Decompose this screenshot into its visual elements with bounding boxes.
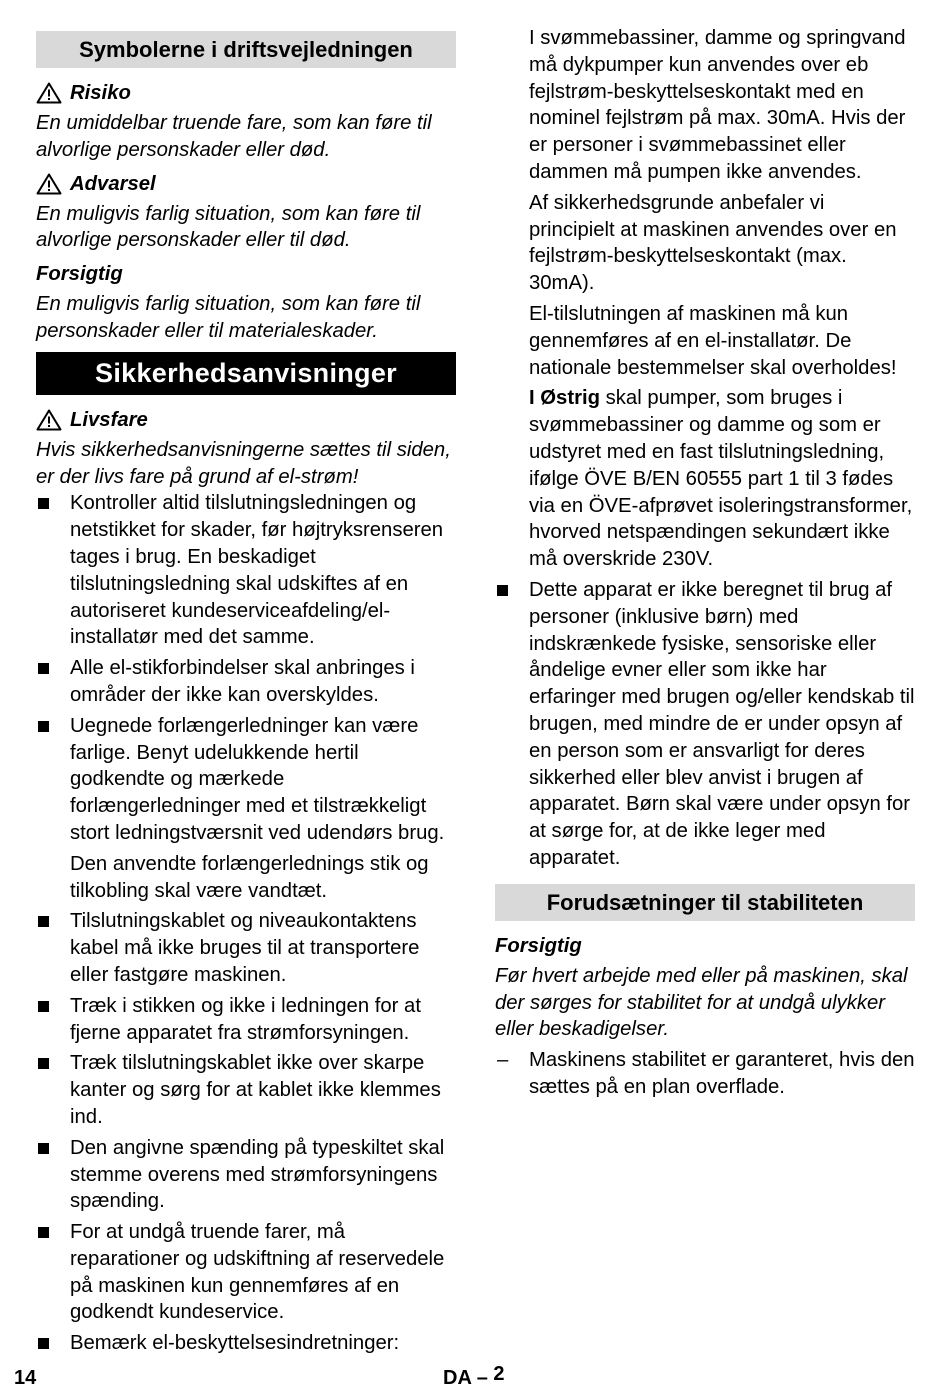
safety-reason-paragraph: Af sikkerhedsgrunde anbefaler vi principielt at maskinen anvendes over en fejlstrøm-beskyttelseskontakt (max. 30mA).	[529, 191, 897, 295]
stability-forsigtig-title: Forsigtig	[495, 934, 582, 957]
list-item: Den angivne spænding på typeskiltet skal stemme overens med strømforsyningens spænding.	[36, 1135, 456, 1215]
pool-paragraph: I svømmebassiner, damme og springvand må dykpumper kun anvendes over eb fejlstrøm-beskyttelseskontakt med en nominel fejlstrøm på max. 30mA. Hvis der er personer i svømmebassinet eller dammen må pumpen ikke anvendes.	[529, 27, 906, 183]
installer-paragraph: El-tilslutningen af maskinen må kun gennemføres af en el-installatør. De nationale bestemmelser skal overholdes!	[529, 302, 897, 379]
dash-bullet: –	[497, 1049, 509, 1072]
square-bullet-icon	[38, 1143, 49, 1154]
risiko-text: En umiddelbar truende fare, som kan føre til alvorlige personskader eller død.	[36, 112, 432, 161]
livsfare-title	[36, 407, 456, 433]
square-bullet-icon	[38, 1001, 49, 1012]
square-bullet-icon	[38, 1227, 49, 1238]
list-item: Bemærk el-beskyttelsesindretninger:	[36, 1330, 456, 1357]
list-item: Kontroller altid tilslutningsledningen og netstikket for skader, før højtryksrenseren tages i brug. En beskadiget tilslutningsledning skal udskiftes af en autoriseret kundeserviceafdeling/el-installatør med det samme.	[36, 490, 456, 651]
advarsel-title	[36, 171, 456, 197]
stability-forsigtig-text: Før hvert arbejde med eller på maskinen, skal der sørges for stabilitet for at undgå ulykker eller beskadigelser.	[495, 964, 908, 1041]
warning-triangle-icon	[36, 409, 62, 431]
safety-heading: Sikkerhedsanvisninger	[36, 352, 456, 395]
language-code-sup: 2	[493, 1363, 505, 1385]
warning-triangle-icon	[36, 82, 62, 104]
livsfare-text: Hvis sikkerhedsanvisningerne sættes til siden, er der livs fare på grund af el-strøm!	[36, 438, 451, 488]
list-item: Træk i stikken og ikke i ledningen for at fjerne apparatet fra strømforsyningen.	[36, 993, 456, 1047]
austria-paragraph	[495, 385, 915, 573]
symbols-heading: Symbolerne i driftsvejledningen	[36, 31, 456, 68]
forsigtig-title: Forsigtig	[36, 263, 123, 286]
risiko-title	[36, 80, 456, 106]
language-code-text: DA –	[443, 1367, 488, 1389]
austria-label: I Østrig	[529, 387, 600, 410]
list-item: Uegnede forlængerledninger kan være farlige. Benyt udelukkende hertil godkendte og mærkede forlængerledninger med et tilstrækkeligt stort ledningstværsnit ved udendørs brug.	[36, 713, 456, 847]
square-bullet-icon	[38, 663, 49, 674]
advarsel-text: En muligvis farlig situation, som kan føre til alvorlige personskader eller til død.	[36, 202, 421, 252]
page-number: 14	[14, 1367, 37, 1389]
square-bullet-icon	[38, 721, 49, 732]
list-item-continuation: Den anvendte forlængerlednings stik og tilkobling skal være vandtæt.	[70, 852, 429, 902]
right-column	[495, 25, 915, 1101]
square-bullet-icon	[38, 1058, 49, 1069]
warning-triangle-icon	[36, 173, 62, 195]
list-item: Tilslutningskablet og niveaukontaktens kabel må ikke bruges til at transportere eller fastgøre maskinen.	[36, 908, 456, 988]
stability-heading: Forudsætninger til stabiliteten	[495, 884, 915, 921]
list-item: For at undgå truende farer, må reparationer og udskiftning af reservedele på maskinen kun gennemføres af en godkendt kundeservice.	[36, 1219, 456, 1326]
risiko-title-text: Risiko	[70, 82, 131, 104]
square-bullet-icon	[38, 498, 49, 509]
livsfare-title-text: Livsfare	[70, 408, 148, 431]
dash-list-item: – Maskinens stabilitet er garanteret, hvis den sættes på en plan overflade.	[497, 1049, 915, 1098]
advarsel-title-text: Advarsel	[70, 172, 156, 195]
left-column	[36, 31, 456, 1357]
list-item: Træk tilslutningskablet ikke over skarpe kanter og sørg for at kablet ikke klemmes ind.	[36, 1050, 456, 1130]
forsigtig-text: En muligvis farlig situation, som kan føre til personskader eller til materialeskader.	[36, 293, 421, 342]
list-item: Dette apparat er ikke beregnet til brug af personer (inklusive børn) med indskrænkede fysiske, sensoriske eller åndelige evner eller som ikke har erfaringer med brugen og/eller kendskab til brugen, med mindre de er under opsyn af en person som er ansvarligt for deres sikkerhed eller blev anvist i brugen af apparatet. Børn skal være under opsyn for at sørge for, at de ikke leger med apparatet.	[495, 577, 915, 872]
square-bullet-icon	[38, 916, 49, 927]
square-bullet-icon	[38, 1338, 49, 1349]
austria-text: skal pumper, som bruges i svømmebassiner og damme og som er udstyret med en fast tilslutningsledning, ifølge ÖVE B/EN 60555 part 1 til 3 fødes via en ÖVE-afprøvet isoleringstransformer, hvorved netspændingen sekundært ikke må overskride 230V.	[529, 387, 913, 571]
list-item: Alle el-stikforbindelser skal anbringes i områder der ikke kan overskyldes.	[36, 655, 456, 709]
square-bullet-icon	[497, 585, 508, 596]
